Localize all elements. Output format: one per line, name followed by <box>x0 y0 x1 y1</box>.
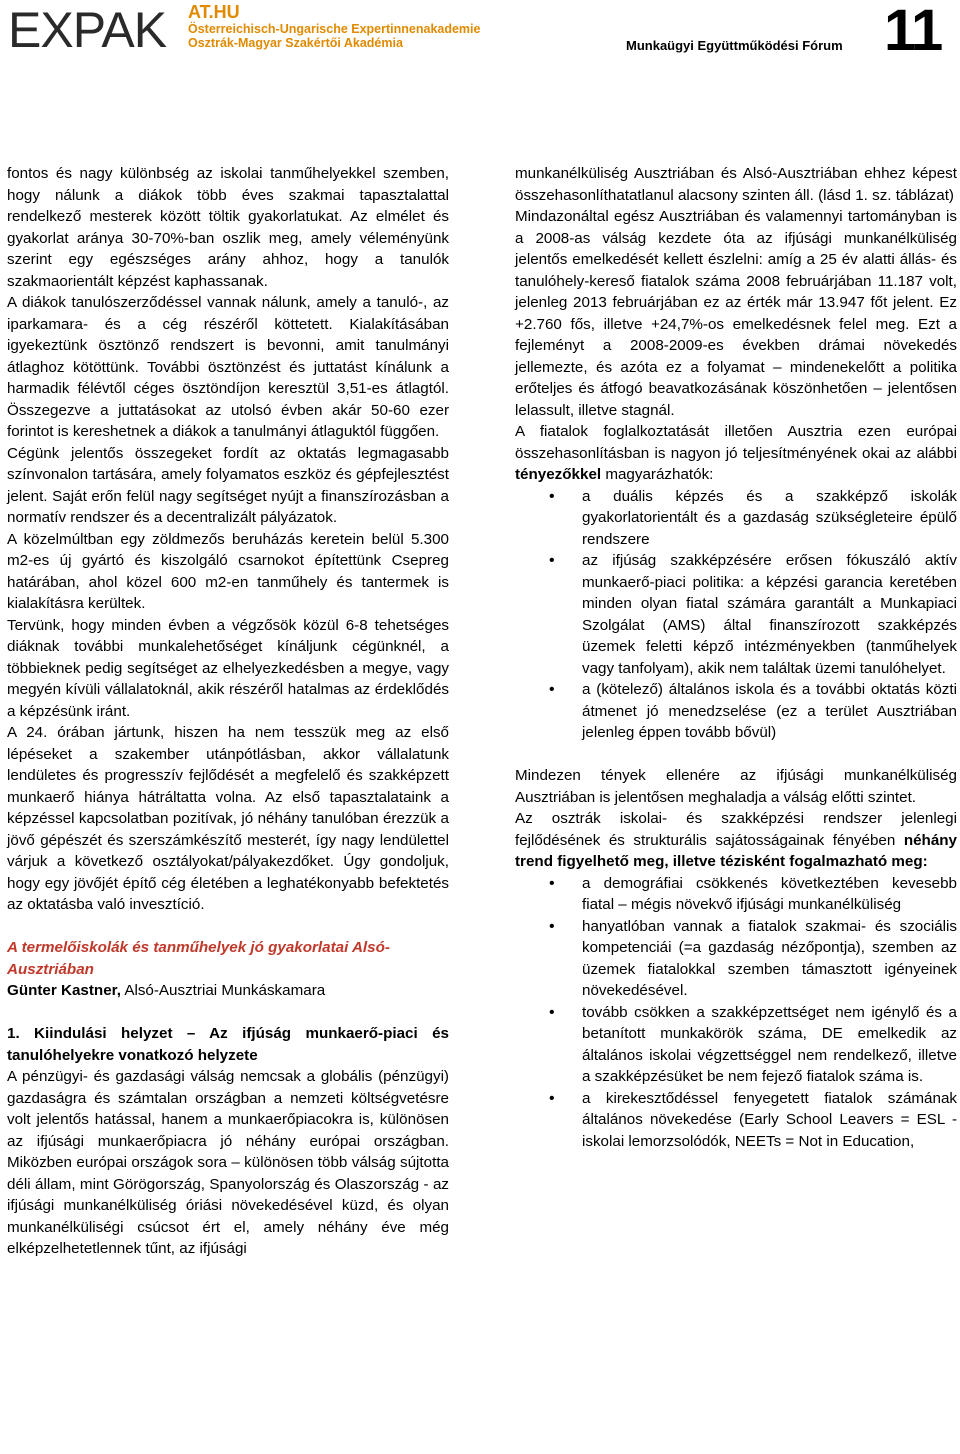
list-item: • a kirekesztődéssel fenyegetett fiatalok számának általános növekedése (Early School Leavers = ESL - iskolai lemorzsolódók, NEETs = Not in Education, <box>515 1088 957 1153</box>
emphasis: tényezőkkel <box>515 466 602 483</box>
paragraph-text: magyarázhatók: <box>601 466 714 483</box>
paragraph: Mindazonáltal egész Ausztriában és valamennyi tartományban is a 2008-as válság kezdete óta az ifjúsági munkanélküliség jelentős emelkedését kellett észlelni: amíg a 25 év alatti állás- és tanulóhely-kereső fiatalok száma 2008 februárjában 11.187 volt, jelenleg 2013 februárjában ez az érték már 13.947 főt jelent. Ez +2.760 fős, illetve +24,7%-os emelkedésnek felel meg. Ezt a fejleményt a 2008-2009-es években drámai növekedés jellemezte, és azóta ez a folyamat – mindenekelőtt a politika erőteljes és átfogó beavatkozásának köszönhetően – jelentősen lelassult, illetve stagnál. <box>515 208 957 419</box>
paragraph-text: Az osztrák iskolai- és szakképzési rendszer jelenlegi fejlődésének és strukturális sajátosságainak fényében <box>515 810 957 849</box>
paragraph: A közelmúltban egy zöldmezős beruházás keretein belül 5.300 m2-es új gyártó és kiszolgáló csarnokot építettünk Csepreg határában, ahol közel 600 m2-en tanműhely és tantermek is kialakításra kerültek. <box>7 530 449 612</box>
paragraph: fontos és nagy különbség az iskolai tanműhelyekkel szemben, hogy nálunk a diákok több éves szakmai tapasztalattal rendelkező mesterek között töltik gyakorlatukat. Az elmélet és gyakorlat aránya 30-70%-ban oszlik meg, amely véleményünk szerint egy egészséges arány ahhoz, hogy a tanulók szakmaorientált képzést kaphassanak. <box>7 165 449 290</box>
list-item: • tovább csökken a szakképzettséget nem igénylő és a betanított munkakörök száma, DE emelkedik az általános iskolai végzettséggel nem rendelkező, illetve a szakképzésüket be nem fejező fiatalok száma is. <box>515 1002 957 1088</box>
author-name: Günter Kastner, <box>7 982 121 999</box>
author-role: Alsó-Ausztriai Munkáskamara <box>120 982 326 999</box>
paragraph <box>515 808 957 873</box>
paragraph <box>515 421 957 486</box>
publication-title: Munkaügyi Együttműködési Fórum <box>626 38 843 53</box>
expak-logo: EXPAK <box>8 2 167 58</box>
page-header <box>0 0 960 70</box>
paragraph: Cégünk jelentős összegeket fordít az oktatás legmagasabb színvonalon tartására, amely folyamatos eszköz és gépfejlesztést jelent. Saját erőn felül nagy segítséget nyújt a finanszírozásban a normatív rendszer és a decentralizált pályázatok. <box>7 444 449 526</box>
paragraph: A 24. órában jártunk, hiszen ha nem tesszük meg az első lépéseket a szakember utánpótlásban, akkor vállalatunk lendületes és progresszív fejlődését a megfelelő és szakképzett munkaerő hiánya hátráltatta volna. Az első tapasztalataink a képzéssel kapcsolatban pozitívak, jó néhány tanulóban érezzük a jövő gépészét és szerszámkészítő mesterét, így nagy lendülettel várjuk a következő osztályokat/pályakezdőket. Úgy gondoljuk, hogy egy jövőjét építő cég életében a leghatékonyabb befektetés az oktatásba való invesztíció. <box>7 724 449 913</box>
paragraph: munkanélküliség Ausztriában és Alsó-Ausztriában ehhez képest összehasonlíthatatlanul alacsony szinten áll. (lásd 1. sz. táblázat) <box>515 165 957 204</box>
athu-logo-line-de: Österreichisch-Ungarische Expertinnenakademie <box>188 22 481 36</box>
list-item: • a (kötelező) általános iskola és a további oktatás közti átmenet jó menedzselése (ez a terület Ausztriában jelenleg éppen tovább bővül) <box>515 679 957 744</box>
right-column <box>515 163 957 1152</box>
list-item: • a demográfiai csökkenés következtében kevesebb fiatal – mégis növekvő ifjúsági munkanélküliség <box>515 873 957 916</box>
author-line <box>7 980 449 1002</box>
section-heading: 1. Kiindulási helyzet – Az ifjúság munkaerő-piaci és tanulóhelyekre vonatkozó helyzete <box>7 1025 449 1064</box>
athu-logo-line-hu: Osztrák-Magyar Szakértői Akadémia <box>188 36 403 50</box>
spacer <box>7 1002 449 1024</box>
paragraph: Mindezen tények ellenére az ifjúsági munkanélküliség Ausztriában is jelentősen meghaladja a válság előtti szintet. <box>515 767 957 806</box>
article-heading: A termelőiskolák és tanműhelyek jó gyakorlatai Alsó-Ausztriában <box>7 939 390 978</box>
emphasis: néhány trend figyelhető meg, illetve tézisként fogalmazható meg: <box>515 831 957 870</box>
list-item: • az ifjúság szakképzésére erősen fókuszáló aktív munkaerő-piaci politika: a képzési garancia keretében minden olyan fiatal számára garantált a Munkapiaci Szolgálat (AMS) által finanszírozott szakképzés üzemek feletti képző intézményekben (tanműhelyek vagy tanfolyam), akik nem találtak üzemi tanulóhelyet. <box>515 550 957 679</box>
paragraph: Tervünk, hogy minden évben a végzősök közül 6-8 tehetséges diáknak további munkalehetőséget kínáljunk cégünknél, a többieknek pedig segítséget az elhelyezkedésben a megye, vagy megyén kívüli vállalatoknál, akik részéről hatalmas az érdeklődés a képzésünk iránt. <box>7 616 449 720</box>
page-number: 11 <box>884 0 942 63</box>
bullet-list <box>515 873 957 1153</box>
spacer <box>515 744 957 766</box>
paragraph-text: A fiatalok foglalkoztatását illetően Ausztria ezen európai összehasonlításban is nagyon jó teljesítményének okai az alábbi <box>515 423 957 462</box>
athu-logo-title: AT.HU <box>188 2 240 22</box>
bullet-list <box>515 486 957 744</box>
list-item: • hanyatlóban vannak a fiatalok szakmai- és szociális kompetenciái (=a gazdaság nézőpontja), szemben az üzemek fiatalokkal szemben támasztott igényeinek növekedésével. <box>515 916 957 1002</box>
list-item: • a duális képzés és a szakképző iskolák gyakorlatorientált és a gazdaság szükségleteire épülő rendszere <box>515 486 957 551</box>
paragraph: A diákok tanulószerződéssel vannak nálunk, amely a tanuló-, az iparkamara- és a cég részéről köttetett. Kialakításában igyekeztünk ösztönző rendszert is bevonni, amit tanulmányi átlaghoz kötöttünk. További ösztönzést és juttatást kínálunk a harmadik félévtől céges ösztöndíjon keresztül 3,51-es átlagtól. Összegezve a juttatásokat az utolsó évben akár 50-60 ezer forintot is kereshetnek a diákok a tanulmányi átlaguktól függően. <box>7 294 449 440</box>
athu-logo <box>188 2 498 50</box>
left-column <box>7 163 449 1260</box>
spacer <box>7 916 449 938</box>
paragraph: A pénzügyi- és gazdasági válság nemcsak a globális (pénzügyi) gazdaságra és számtalan országban a nemzeti költségvetésre volt jelentős hatással, hanem a munkaerőpiacokra is, különösen az ifjúsági munkaerőpiacra jó néhány európai országban. Miközben európai országok sora – különösen több válság sújtotta déli állam, mint Görögország, Spanyolország és Olaszország - az ifjúsági munkanélküliség óriási növekedésével küzd, és olyan munkanélküliségi csúcsot ért el, amely néhány éve még elképzelhetetlennek tűnt, az ifjúsági <box>7 1068 449 1257</box>
